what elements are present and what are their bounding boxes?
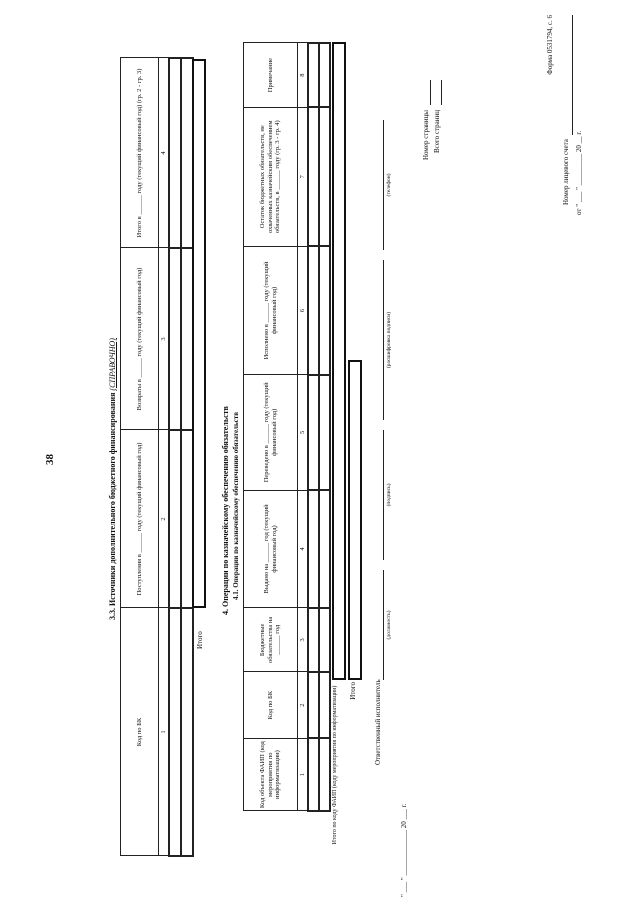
section-33-title-text: 3.3. Источники дополнительного бюджетного финансирования <box>108 392 117 620</box>
header-kbk: Код по БК <box>244 672 298 738</box>
section-4-subtitle: 4.1. Операции по казначейскому обеспечению обязательств <box>232 411 240 600</box>
section-33-title-note: (СПРАВОЧНО) <box>108 338 117 391</box>
account-number-underline <box>572 15 573 135</box>
header-kbk: Код по БК <box>121 608 159 856</box>
section-4-title: 4. Операции по казначейскому обеспечению обязательств <box>221 406 230 615</box>
data-cell <box>308 246 319 374</box>
data-cell <box>169 430 181 608</box>
data-cell <box>308 672 319 738</box>
responsible-executor-label: Ответственный исполнитель <box>374 679 382 765</box>
data-cell <box>319 738 330 811</box>
section-4-subtotal-box <box>332 42 346 680</box>
section-33-title <box>108 338 117 620</box>
data-cell <box>169 248 181 430</box>
data-cell <box>319 107 330 246</box>
section-33-total-box <box>192 59 206 608</box>
data-cell <box>319 672 330 738</box>
page-number-label: Номер страницы <box>422 110 430 161</box>
header-issued: Выдано на ______ год (текущий финансовый год) <box>244 490 298 608</box>
section-33-total-label: Итого <box>196 631 204 649</box>
name-caption: (расшифровка подписи) <box>386 311 392 369</box>
section-4-table <box>243 42 331 812</box>
name-line <box>383 260 384 420</box>
header-note: Примечание <box>244 43 298 107</box>
header-faip-code: Код объекта ФАИП (код мероприятия по информатизации) <box>244 738 298 811</box>
total-pages-label: Всего страниц <box>433 110 441 154</box>
col-number: 1 <box>298 738 309 811</box>
col-number: 4 <box>298 490 309 608</box>
col-number: 3 <box>159 248 170 430</box>
signature-line <box>383 430 384 560</box>
col-number: 2 <box>159 430 170 608</box>
data-cell <box>169 608 181 856</box>
page-number-field <box>430 80 431 105</box>
section-4-total-label: Итого <box>349 682 357 700</box>
col-number: 3 <box>298 608 309 672</box>
data-cell <box>319 246 330 374</box>
signature-caption: (подпись) <box>386 483 392 507</box>
data-cell <box>319 490 330 608</box>
account-date-line: от " ___ " _________ 20 __ г. <box>575 130 583 215</box>
data-cell <box>319 608 330 672</box>
data-cell <box>319 375 330 491</box>
header-returns: Возвраты в ______ году (текущий финансовый год) <box>121 248 159 430</box>
form-label: Форма 0531794, с. 6 <box>546 15 554 75</box>
data-cell <box>308 375 319 491</box>
col-number: 4 <box>159 58 170 248</box>
phone-caption: (телефон) <box>386 173 392 197</box>
data-cell <box>319 43 330 107</box>
col-number: 2 <box>298 672 309 738</box>
col-number: 1 <box>159 608 170 856</box>
total-pages-field <box>441 80 442 105</box>
header-executed: Исполнено в ______ году (текущий финансовый год) <box>244 246 298 374</box>
data-cell <box>181 608 193 856</box>
signature-date-line: " ___ " _____________ 20 ___ г. <box>400 803 408 897</box>
col-number: 6 <box>298 246 309 374</box>
position-line <box>383 570 384 680</box>
header-receipts: Поступления в ______ году (текущий финансовый год) <box>121 430 159 608</box>
section-33-table <box>120 57 194 857</box>
position-caption: (должность) <box>386 610 392 640</box>
data-cell <box>308 608 319 672</box>
header-total: Итого в ______ году (текущий финансовый год) (гр. 2 - гр. 3) <box>121 58 159 248</box>
data-cell <box>308 43 319 107</box>
account-number-label: Номер лицевого счета <box>562 139 570 205</box>
col-number: 5 <box>298 375 309 491</box>
page-number: 38 <box>44 454 56 465</box>
data-cell <box>308 738 319 811</box>
col-number: 7 <box>298 107 309 246</box>
header-budget-obligations: Бюджетные обязательства на ______ год <box>244 608 298 672</box>
data-cell <box>308 490 319 608</box>
col-number: 8 <box>298 43 309 107</box>
header-transferred: Переведено в ______ году (текущий финансовый год) <box>244 375 298 491</box>
data-cell <box>169 58 181 248</box>
section-4-subtotal-label: Итого по коду ФАИП (коду мероприятия по информатизации) <box>332 685 338 845</box>
data-cell <box>308 107 319 246</box>
section-4-total-box <box>348 360 362 680</box>
header-remainder: Остаток бюджетных обязательств, не охваченных казначейским обеспечением обязательств, в ______ году (гр. 3 - гр. 4) <box>244 107 298 246</box>
phone-line <box>383 120 384 250</box>
